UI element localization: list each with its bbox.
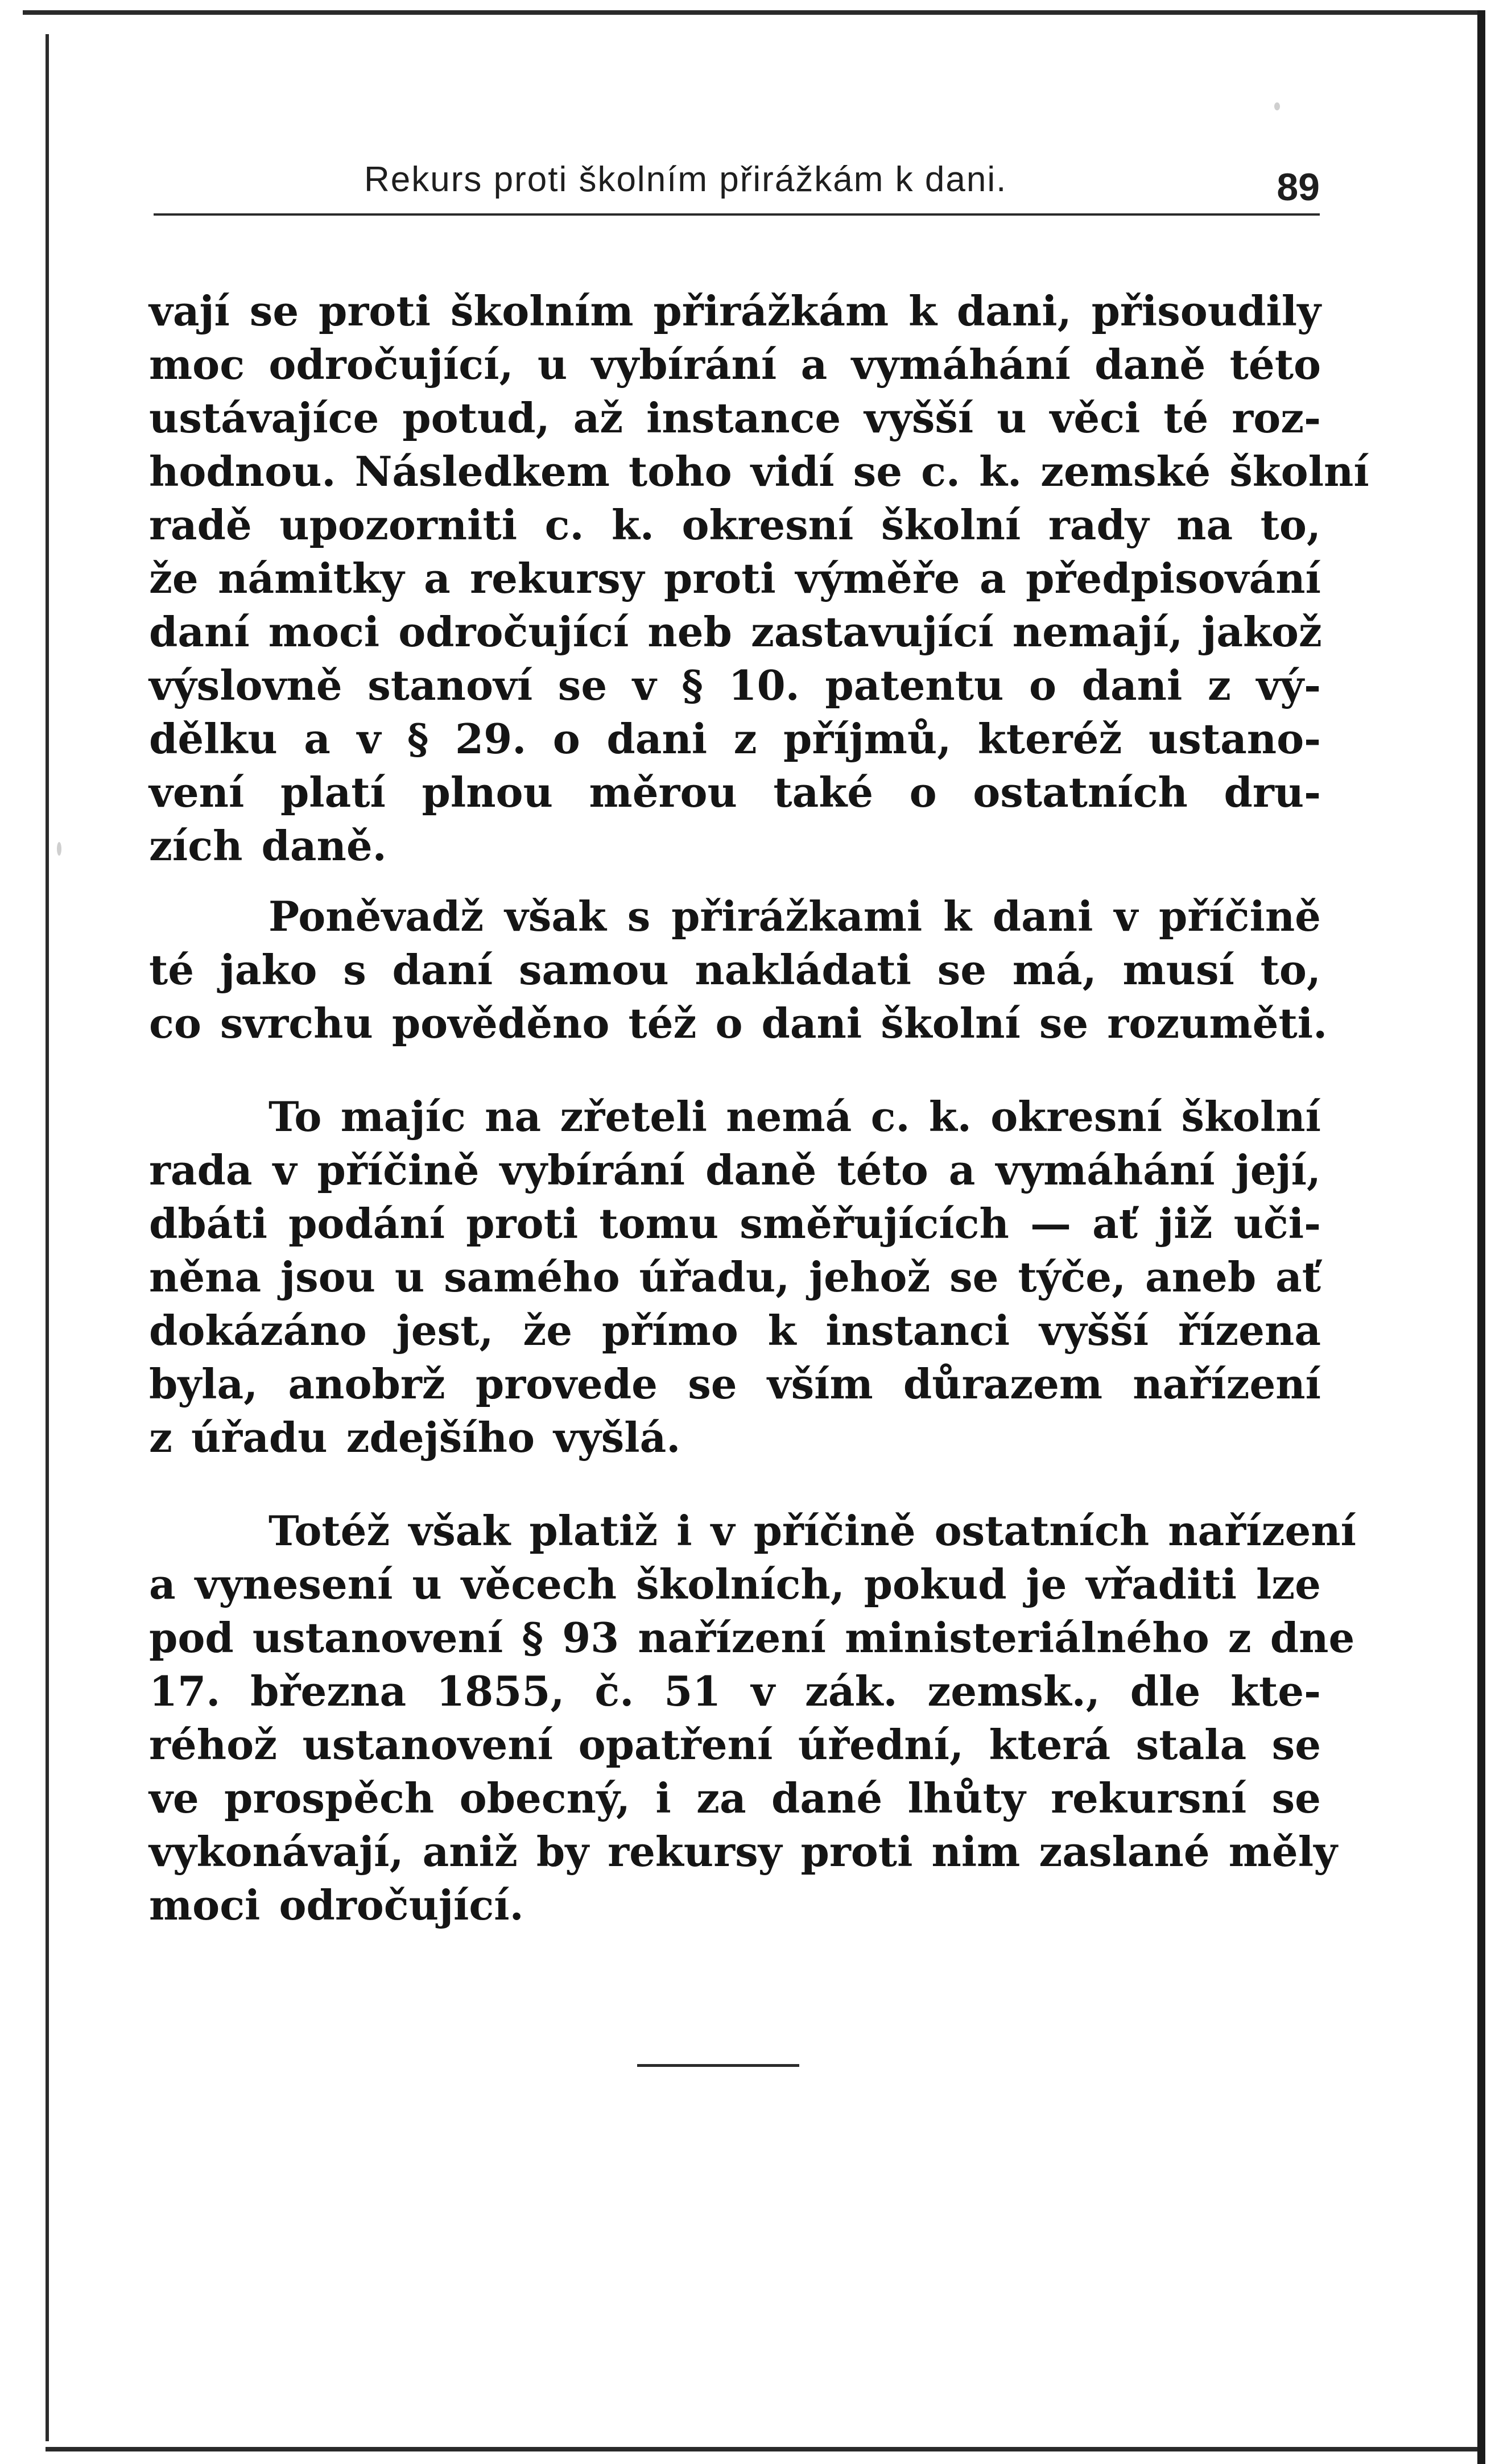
text-line: a vynesení u věcech školních, pokud je vřaditi lze	[149, 1560, 1321, 1608]
paragraph-gap	[149, 1464, 1321, 1504]
text-line: vají se proti školním přirážkám k dani, přisoudily	[149, 287, 1321, 335]
scan-border-left	[46, 34, 49, 2441]
text-line: moc odročující, u vybírání a vymáhání daně této	[149, 340, 1321, 389]
text-line: dokázáno jest, že přímo k instanci vyšší řízena	[149, 1306, 1321, 1355]
text-line: vykonávají, aniž by rekursy proti nim zaslané měly	[149, 1827, 1337, 1876]
text-line: něna jsou u samého úřadu, jehož se týče, aneb ať	[149, 1253, 1321, 1301]
text-line: vení platí plnou měrou také o ostatních dru-	[149, 768, 1321, 816]
text-line: že námitky a rekursy proti výměře a předpisování	[149, 554, 1321, 602]
scan-border-right	[1477, 10, 1485, 2464]
text-line: z úřadu zdejšího vyšlá.	[149, 1413, 681, 1462]
text-line: dbáti podání proti tomu směřujících — ať již uči-	[149, 1199, 1321, 1248]
text-line: To majíc na zřeteli nemá c. k. okresní školní	[269, 1092, 1321, 1141]
text-line: rada v příčině vybírání daně této a vymáhání její,	[149, 1146, 1321, 1194]
text-line: Poněvadž však s přirážkami k dani v příčině	[269, 892, 1321, 940]
text-line: hodnou. Následkem toho vidí se c. k. zemské školní	[149, 447, 1369, 496]
page-header	[154, 154, 1320, 216]
text-line: ve prospěch obecný, i za dané lhůty rekursní se	[149, 1774, 1321, 1822]
scan-border-bottom	[46, 2447, 1477, 2451]
text-line: 17. března 1855, č. 51 v zák. zemsk., dle kte-	[149, 1667, 1321, 1715]
paragraph-gap	[149, 1050, 1321, 1090]
text-line: Totéž však platiž i v příčině ostatních nařízení	[269, 1507, 1356, 1555]
paragraph-4	[149, 1504, 1356, 1932]
text-line: zích daně.	[149, 822, 387, 870]
text-line: ustávajíce potud, až instance vyšší u věci té roz-	[149, 394, 1321, 442]
paragraph-2	[149, 890, 1328, 1050]
text-line: radě upozorniti c. k. okresní školní rady na to,	[149, 501, 1321, 549]
scan-speck	[57, 842, 61, 856]
text-line: byla, anobrž provede se vším důrazem nařízení	[149, 1360, 1321, 1408]
paragraph-gap	[149, 873, 1321, 890]
text-line: moci odročující.	[149, 1881, 524, 1929]
text-line: té jako s daní samou nakládati se má, musí to,	[149, 946, 1321, 994]
text-line: dělku a v § 29. o dani z příjmů, kteréž ustano-	[149, 715, 1321, 763]
header-rule	[154, 213, 1320, 216]
text-line: réhož ustanovení opatření úřední, která stala se	[149, 1720, 1321, 1769]
text-line: daní moci odročující neb zastavující nemají, jakož	[149, 608, 1322, 656]
running-title: Rekurs proti školním přirážkám k dani.	[364, 160, 1007, 199]
scan-speck	[1274, 102, 1280, 110]
scan-border-top	[23, 10, 1480, 15]
text-line: pod ustanovení § 93 nařízení ministeriálného z dne	[149, 1613, 1355, 1662]
body-text	[149, 284, 1369, 1932]
page-number: 89	[1277, 166, 1320, 209]
text-line: výslovně stanoví se v § 10. patentu o dani z vý-	[149, 661, 1321, 709]
paragraph-3	[149, 1090, 1321, 1464]
text-line: co svrchu pověděno též o dani školní se rozuměti.	[149, 999, 1328, 1047]
section-end-rule	[637, 2064, 799, 2067]
paragraph-1	[149, 284, 1369, 873]
